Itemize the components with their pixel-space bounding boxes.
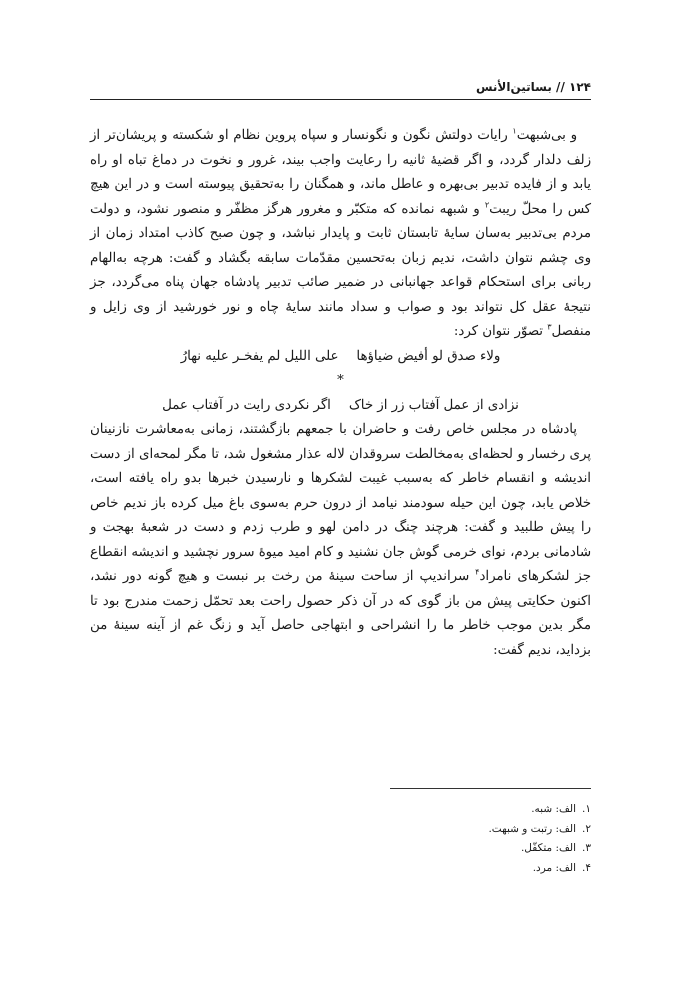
footnote-text: الف: رتبت و شبهت. [488,822,577,835]
paragraph-2 [90,418,591,663]
footnote-text: الف: شبه. [531,803,577,815]
footnote-4 [90,859,591,879]
footnote-number: ۳. [582,842,591,854]
footnote-number: ۴. [582,861,591,874]
footnotes [90,800,591,878]
footnote-2 [90,820,591,840]
persian-verse [90,394,591,419]
footnote-1 [90,800,591,820]
footnote-text: الف: مرد. [532,861,577,874]
main-text [90,124,591,663]
paragraph-2-part-2: سراندیپ از ساحت سینهٔ من رخت بر نبست و هیچ گونه دور نشد، اکنون حکایتی پیش من باز گوی که در آن ذکر حصول راحت بعد تحمّل زحمت مندرج بود تا مگر بدین موجب خاطر ما را انشراحی و ابتهاجی حاصل آید و زنگ غم از آینه سینهٔ من بزداید، ندیم گفت: [90,569,591,658]
persian-verse-hemistich-2: اگر نکردی رایت در آفتاب عمل [162,397,331,413]
footnote-ref-3: ۳ [547,322,552,332]
paragraph-1-part-1: و بی‌شبهت [516,128,577,143]
footnote-ref-1: ۱ [512,126,517,136]
footnote-3 [90,839,591,859]
header-divider [90,99,591,100]
footnote-text: الف: متکفّل. [520,842,577,854]
section-separator: * [337,373,344,388]
running-head: ۱۲۴ // بساتین‌الأنس [475,80,591,94]
arabic-verse-hemistich-2: علی اللیل لم یفخـر علیه نهارُ [180,348,339,364]
arabic-verse-hemistich-1: ولاء صدق لو أفیض ضیاؤها [356,348,501,364]
footnote-number: ۲. [582,822,591,835]
paragraph-1-part-2: رایات دولتش نگون و نگونسار و سپاه پروین نظام او شکسته و پریشان‌تر از زلف دلدار گردد، و اگر قضیهٔ ثانیه را رعایت واجب بیند، غرور و نخوت در دماغ تباه او راه یابد و از فایده تدبیر بی‌بهره و عاطل ماند، و همگنان را به‌تحقیق پیوسته است و در این هیچ کس را محلّ ریبت [90,128,591,217]
paragraph-1-part-3: و شبهه نمانده که متکبّر و مغرور هرگز مظفّر و منصور نشود، و دولت مردم بی‌تدبیر به‌سان سایهٔ تابستان ثابت و پایدار نباشد، و چون صبح کاذب امتداد زمان از وی چشم نتوان داشت، ندیم زبان به‌تحسین مقدّمات سابقه بگشاد و گفت: هرچه به‌الهام ربانی برای استحکام قواعد جهانبانی در ضمیر صائب تدبیر پادشاه جهان پناه می‌گردد، جز نتیجهٔ عقل کل نتواند بود و صواب و سداد مانند سایهٔ چاه و نور خورشید از وی زایل و منفصل [90,201,591,339]
paragraph-1 [90,124,591,345]
footnote-number: ۱. [582,803,591,815]
footnote-ref-4: ۴ [475,567,480,577]
footnote-divider [390,788,591,789]
footnote-ref-2: ۲ [484,200,490,210]
persian-verse-hemistich-1: نزادی از عمل آفتاب زر از خاک [348,397,519,413]
arabic-verse [90,345,591,370]
paragraph-1-part-4: تصوّر نتوان کرد: [453,324,548,339]
paragraph-2-part-1: پادشاه در مجلس خاص رفت و حاضران با جمعهم بازگشتند، زمانی به‌معاشرت نازنینان پری رخسار و لحظه‌ای به‌مخالطت سروقدان لاله عذار مشغول شد، تا مگر لمحه‌ای از دست اندیشه و انقسام خاطر که به‌سبب غیبت لشکرها و نارسیدن خبرها بدو راه یافته است، خلاص یابد، چون این حیله سودمند نیامد از درون حرم به‌سوی باغ میل کرده باز ندیم خاص را پیش طلبید و گفت: هرچند چنگ در دامن لهو و طرب زدم و دست در شعبهٔ بهجت و شادمانی بردم، نوای خرمی گوش جان نشنید و کام امید میوهٔ سرور نچشید و اندیشه انقطاع جز لشکرهای نامراد [90,422,591,584]
